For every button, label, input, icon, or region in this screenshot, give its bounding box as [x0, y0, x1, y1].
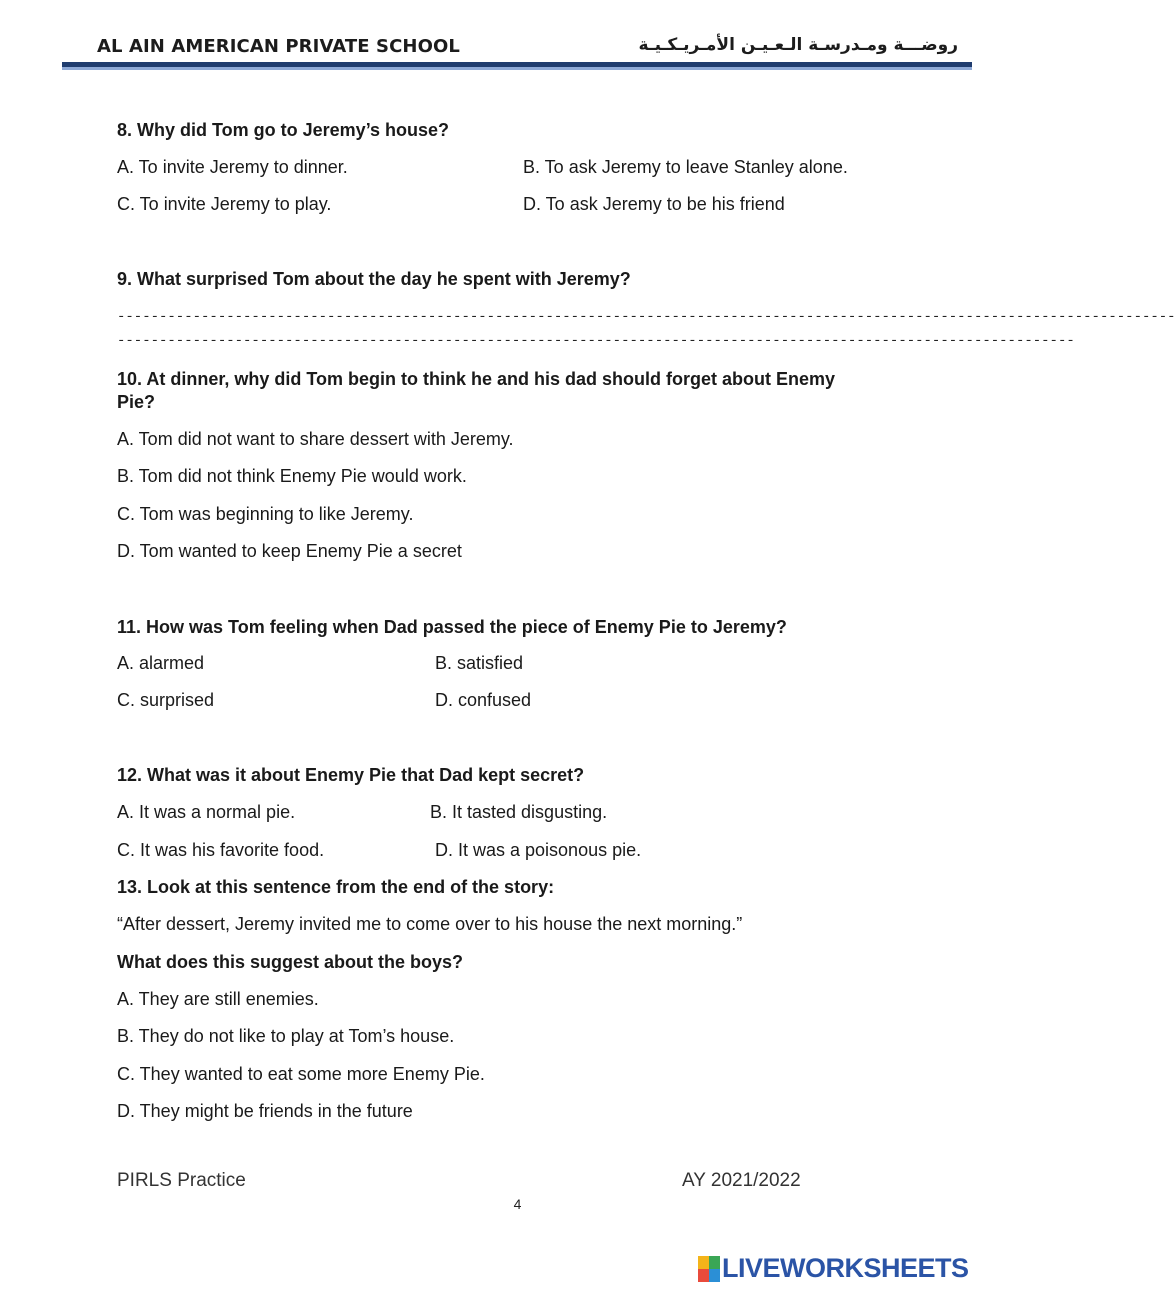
q10-option-a[interactable]: A. Tom did not want to share dessert with Jeremy.: [117, 429, 514, 449]
q8-option-d[interactable]: D. To ask Jeremy to be his friend: [523, 194, 785, 214]
question-11: 11. How was Tom feeling when Dad passed the piece of Enemy Pie to Jeremy?: [117, 617, 787, 637]
q8-option-a[interactable]: A. To invite Jeremy to dinner.: [117, 157, 348, 177]
q8-option-c[interactable]: C. To invite Jeremy to play.: [117, 194, 332, 214]
question-13: 13. Look at this sentence from the end of the story:: [117, 877, 555, 897]
school-name-arabic: روضـــة ومـدرسـة الـعـيـن الأمـريـكـيـة: [638, 35, 958, 55]
badge-letter-l: [698, 1256, 709, 1269]
school-name-english: AL AIN AMERICAN PRIVATE SCHOOL: [97, 36, 460, 57]
question-13-prompt: What does this suggest about the boys?: [117, 952, 464, 972]
liveworksheets-badge-icon: [698, 1256, 720, 1282]
story-quote: “After dessert, Jeremy invited me to come over to his house the next morning.”: [117, 914, 743, 934]
page-number: 4: [513, 1196, 522, 1212]
badge-letter-i: [709, 1256, 720, 1269]
q11-option-b[interactable]: B. satisfied: [435, 653, 524, 673]
q13-option-c[interactable]: C. They wanted to eat some more Enemy Pie.: [117, 1064, 485, 1084]
footer-academic-year: AY 2021/2022: [682, 1170, 801, 1191]
answer-line-2[interactable]: ------------------------------------------------------------------------------------------------------------------: [117, 333, 1075, 349]
q12-option-c[interactable]: C. It was his favorite food.: [117, 840, 325, 860]
question-8: 8. Why did Tom go to Jeremy’s house?: [117, 120, 450, 140]
question-10-continued: Pie?: [117, 392, 156, 412]
q13-option-a[interactable]: A. They are still enemies.: [117, 989, 319, 1009]
q10-option-c[interactable]: C. Tom was beginning to like Jeremy.: [117, 504, 414, 524]
q12-option-d[interactable]: D. It was a poisonous pie.: [435, 840, 642, 860]
q13-option-b[interactable]: B. They do not like to play at Tom’s house.: [117, 1026, 455, 1046]
q10-option-d[interactable]: D. Tom wanted to keep Enemy Pie a secret: [117, 541, 462, 561]
q11-option-c[interactable]: C. surprised: [117, 690, 215, 710]
question-10: 10. At dinner, why did Tom begin to think he and his dad should forget about Enemy: [117, 369, 836, 389]
q12-option-a[interactable]: A. It was a normal pie.: [117, 802, 296, 822]
liveworksheets-wordmark: LIVEWORKSHEETS: [722, 1253, 969, 1283]
footer-left-label: PIRLS Practice: [117, 1170, 246, 1191]
q12-option-b[interactable]: B. It tasted disgusting.: [430, 802, 608, 822]
q11-option-a[interactable]: A. alarmed: [117, 653, 205, 673]
badge-letter-v: [698, 1269, 709, 1282]
question-12: 12. What was it about Enemy Pie that Dad kept secret?: [117, 765, 585, 785]
liveworksheets-logo: [698, 1253, 969, 1284]
question-9: 9. What surprised Tom about the day he spent with Jeremy?: [117, 269, 631, 289]
q13-option-d[interactable]: D. They might be friends in the future: [117, 1101, 413, 1121]
badge-letter-e: [709, 1269, 720, 1282]
q8-option-b[interactable]: B. To ask Jeremy to leave Stanley alone.: [523, 157, 848, 177]
answer-line-1[interactable]: ------------------------------------------------------------------------------------------------------------------------------: [117, 309, 1176, 325]
q11-option-d[interactable]: D. confused: [435, 690, 532, 710]
q10-option-b[interactable]: B. Tom did not think Enemy Pie would work.: [117, 466, 467, 486]
header-rule-accent: [62, 67, 972, 70]
